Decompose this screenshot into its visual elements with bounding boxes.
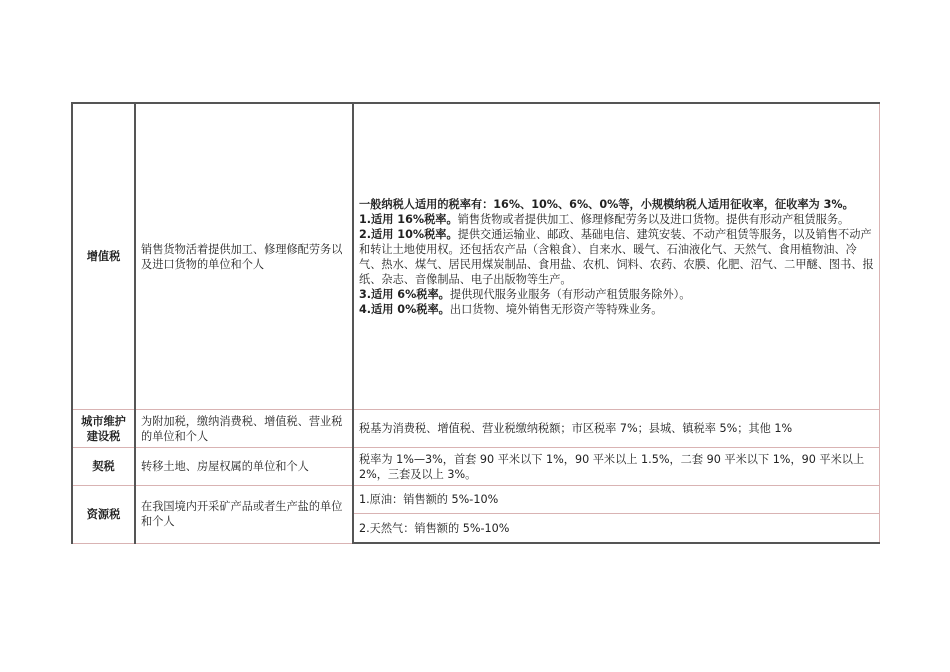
taxpayer-deed: 转移土地、房屋权属的单位和个人	[135, 448, 353, 486]
table-row-deed-tax	[72, 448, 880, 486]
tax-name-deed: 契税	[72, 448, 135, 486]
tax-name-resource: 资源税	[72, 486, 135, 543]
vat-rate-line	[359, 302, 874, 317]
vat-rate-description	[353, 103, 880, 410]
vat-rate-line-heading: 3.适用 6%税率。	[359, 287, 450, 301]
table-row-resource-tax	[72, 486, 880, 514]
taxpayer-urban: 为附加税，缴纳消费税、增值税、营业税的单位和个人	[135, 410, 353, 448]
vat-rate-line-heading: 2.适用 10%税率。	[359, 227, 458, 241]
rate-deed: 税率为 1%—3%，首套 90 平米以下 1%，90 平米以上 1.5%，二套 90 平米以下 1%，90 平米以上 2%，三套及以上 3%。	[353, 448, 880, 486]
vat-rate-line-text: 销售货物或者提供加工、修理修配劳务以及进口货物。提供有形动产租赁服务。	[457, 212, 850, 226]
vat-rate-line	[359, 227, 874, 287]
rate-resource-gas: 2.天然气：销售额的 5%-10%	[353, 514, 880, 543]
tax-name-urban: 城市维护建设税	[72, 410, 135, 448]
tax-name-vat: 增值税	[72, 103, 135, 410]
rate-resource-oil: 1.原油：销售额的 5%-10%	[353, 486, 880, 514]
taxpayer-resource: 在我国境内开采矿产品或者生产盐的单位和个人	[135, 486, 353, 543]
vat-rate-line-heading: 4.适用 0%税率。	[359, 302, 450, 316]
vat-rate-line	[359, 287, 874, 302]
vat-rate-line-text: 提供交通运输业、邮政、基础电信、建筑安装、不动产租赁等服务，以及销售不动产和转让土地使用权。还包括农产品（含粮食）、自来水、暖气、石油液化气、天然气、食用植物油、冷气、热水、煤气、居民用煤炭制品、食用盐、农机、饲料、农药、农膜、化肥、沼气、二甲醚、图书、报纸、杂志、音像制品、电子出版物等生产。	[359, 227, 874, 286]
vat-rate-line-heading: 1.适用 16%税率。	[359, 212, 458, 226]
vat-rate-line-heading: 一般纳税人适用的税率有：16%、10%、6%、0%等，小规模纳税人适用征收率，征收率为 3%。	[359, 197, 854, 211]
vat-rate-line-text: 提供现代服务业服务（有形动产租赁服务除外）。	[449, 287, 691, 301]
vat-rate-line-text: 出口货物、境外销售无形资产等特殊业务。	[449, 302, 663, 316]
tax-table	[71, 102, 880, 544]
vat-rate-line	[359, 197, 874, 212]
table-row-urban-tax	[72, 410, 880, 448]
rate-urban: 税基为消费税、增值税、营业税缴纳税额；市区税率 7%；县城、镇税率 5%；其他 1%	[353, 410, 880, 448]
taxpayer-vat: 销售货物活着提供加工、修理修配劳务以及进口货物的单位和个人	[135, 103, 353, 410]
vat-rate-line	[359, 212, 874, 227]
table-row-vat	[72, 103, 880, 410]
